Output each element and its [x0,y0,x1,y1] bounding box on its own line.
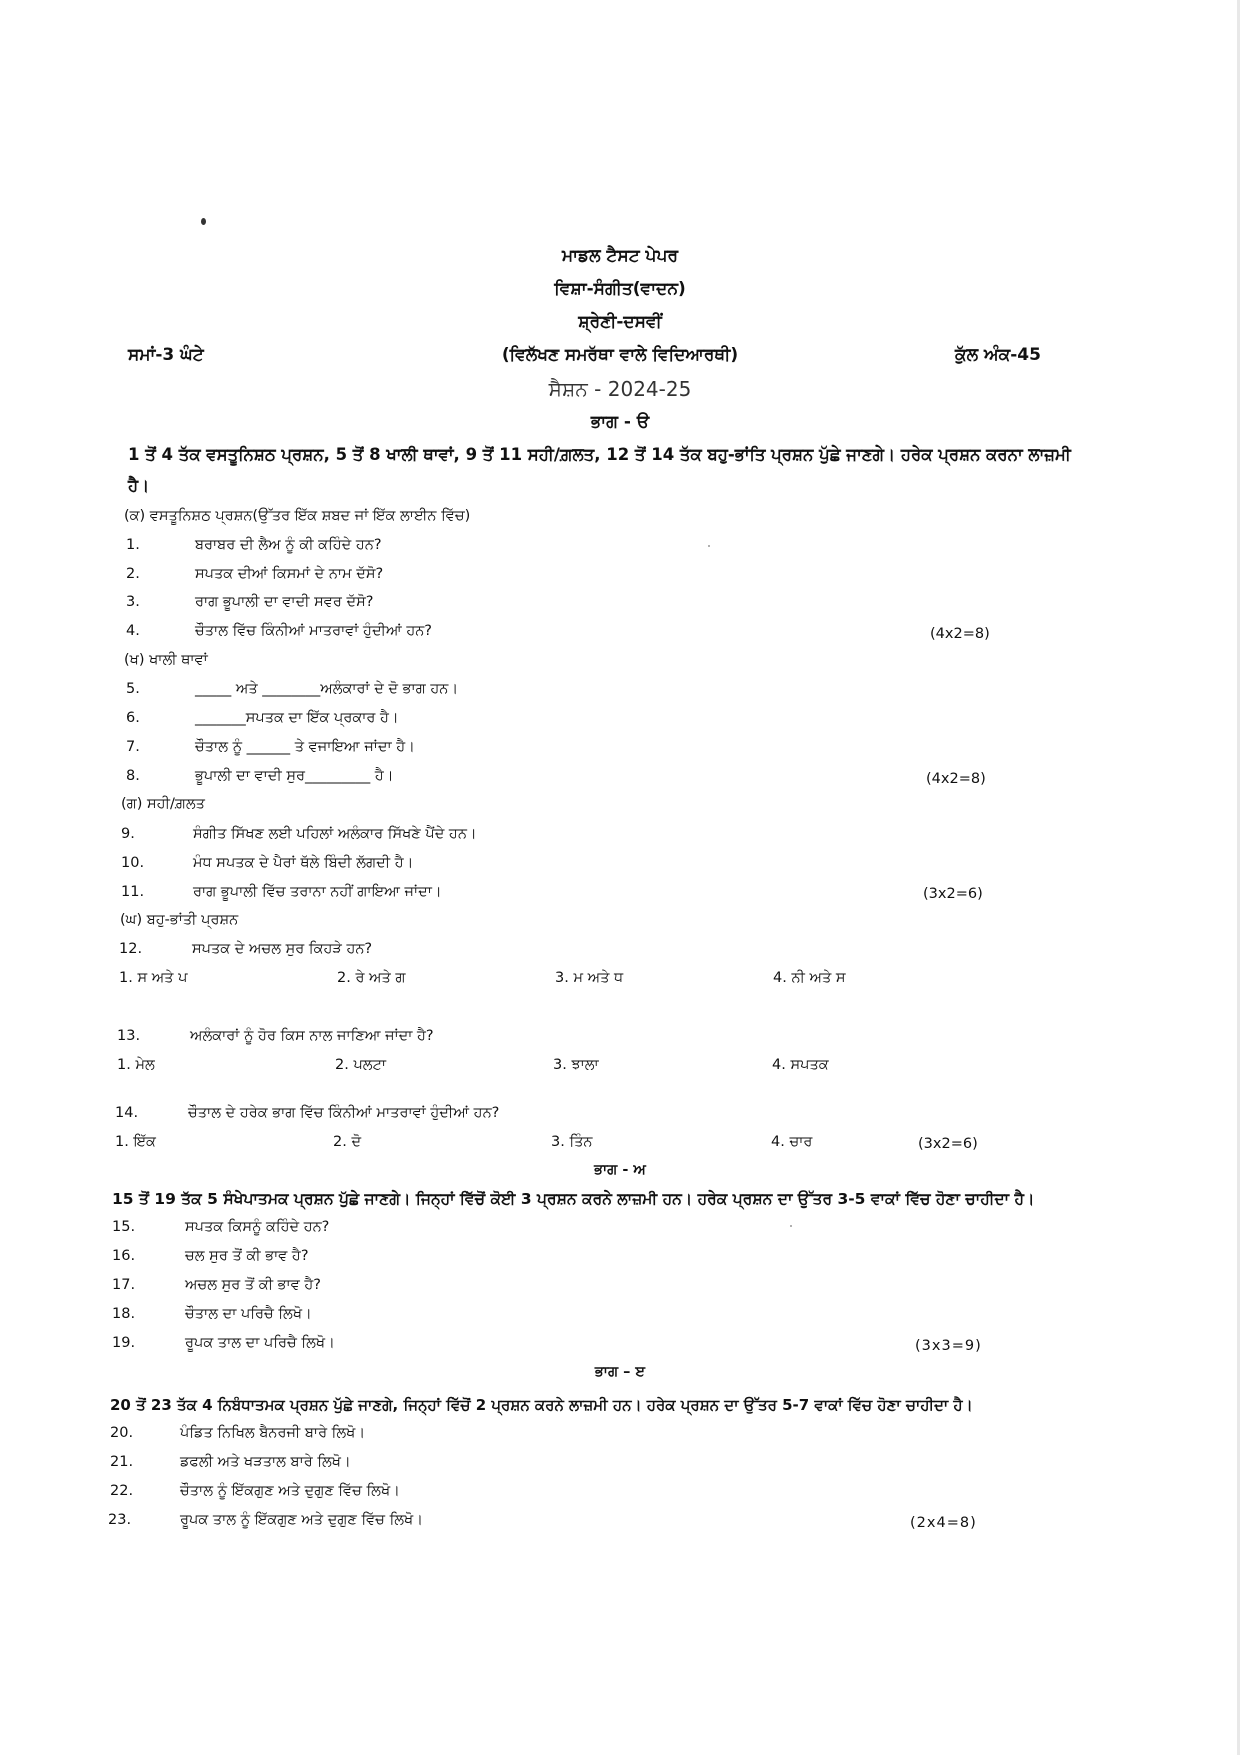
section-gha-heading: (ਘ) ਬਹੁ-ਭਾਂਤੀ ਪ੍ਰਸ਼ਨ [120,912,239,928]
section-ga-heading: (ਗ) ਸਹੀ/ਗ਼ਲਤ [121,796,205,812]
part-c-heading: ਭਾਗ – ੲ [594,1364,646,1380]
q16-number: 16. [112,1248,136,1264]
q14-option-2: 2. ਦੋ [333,1134,362,1150]
q7-text: ਚੌਤਾਲ ਨੂੰ ______ ਤੇ ਵਜਾਇਆ ਜਾਂਦਾ ਹੈ। [195,739,415,755]
q3-text: ਰਾਗ ਭੂਪਾਲੀ ਦਾ ਵਾਦੀ ਸਵਰ ਦੱਸੋ? [195,594,374,610]
part-c-instruction: 20 ਤੋਂ 23 ਤੱਕ 4 ਨਿਬੰਧਾਤਮਕ ਪ੍ਰਸ਼ਨ ਪੁੱਛੇ ਜਾਣਗੇ, ਜਿਨ੍ਹਾਂ ਵਿੱਚੋਂ 2 ਪ੍ਰਸ਼ਨ ਕਰਨੇ ਲਾਜ਼ਮੀ ਹਨ। ਹਰੇਕ ਪ੍ਰਸ਼ਨ ਦਾ ਉੱਤਰ 5-7 ਵਾਕਾਂ ਵਿੱਚ ਹੋਣਾ ਚਾਹੀਦਾ ਹੈ। [110,1396,973,1414]
q10-text: ਮੰਧ ਸਪਤਕ ਦੇ ਪੈਰਾਂ ਥੱਲੇ ਬਿੰਦੀ ਲੱਗਦੀ ਹੈ। [193,855,414,871]
q14-text: ਚੌਤਾਲ ਦੇ ਹਰੇਕ ਭਾਗ ਵਿੱਚ ਕਿੰਨੀਆਂ ਮਾਤਰਾਵਾਂ ਹੁੰਦੀਆਂ ਹਨ? [188,1105,500,1121]
q1-number: 1. [126,537,140,553]
q17-number: 17. [112,1277,136,1293]
paper-subject: ਵਿਸ਼ਾ-ਸੰਗੀਤ(ਵਾਦਨ) [554,279,686,299]
q8-text: ਭੂਪਾਲੀ ਦਾ ਵਾਦੀ ਸੁਰ_________ ਹੈ। [195,768,394,784]
q9-number: 9. [121,826,135,842]
q14-number: 14. [115,1105,139,1121]
q12-option-1: 1. ਸ ਅਤੇ ਪ [119,970,188,986]
q18-text: ਚੌਤਾਲ ਦਾ ਪਰਿਚੈ ਲਿਖੋ। [185,1306,312,1322]
q16-text: ਚਲ ਸੁਰ ਤੋਂ ਕੀ ਭਾਵ ਹੈ? [185,1248,309,1264]
q11-text: ਰਾਗ ਭੂਪਾਲੀ ਵਿੱਚ ਤਰਾਨਾ ਨਹੀਂ ਗਾਇਆ ਜਾਂਦਾ। [193,884,442,900]
q7-number: 7. [126,739,140,755]
q23-text: ਰੂਪਕ ਤਾਲ ਨੂੰ ਇੱਕਗੁਣ ਅਤੇ ਦੁਗੁਣ ਵਿੱਚ ਲਿਖੋ। [180,1512,424,1528]
paper-session: ਸੈਸ਼ਨ - 2024-25 [548,377,692,401]
q22-text: ਚੌਤਾਲ ਨੂੰ ਇੱਕਗੁਣ ਅਤੇ ਦੁਗੁਣ ਵਿੱਚ ਲਿਖੋ। [180,1483,400,1499]
section-ka-heading: (ਕ) ਵਸਤੂਨਿਸ਼ਠ ਪ੍ਰਸ਼ਨ(ਉੱਤਰ ਇੱਕ ਸ਼ਬਦ ਜਾਂ ਇੱਕ ਲਾਈਨ ਵਿੱਚ) [124,508,471,524]
q4-text: ਚੌਤਾਲ ਵਿੱਚ ਕਿੰਨੀਆਂ ਮਾਤਰਾਵਾਂ ਹੁੰਦੀਆਂ ਹਨ? [195,623,433,639]
scan-speck [708,545,710,547]
q21-text: ਡਫਲੀ ਅਤੇ ਖੜਤਾਲ ਬਾਰੇ ਲਿਖੋ। [180,1454,351,1470]
q13-option-3: 3. ਝਾਲਾ [553,1057,599,1073]
part-a-heading: ਭਾਗ - ੳ [590,412,650,432]
part-a-instruction-cont: ਹੈ। [128,476,150,495]
q17-text: ਅਚਲ ਸੁਰ ਤੋਂ ਕੀ ਭਾਵ ਹੈ? [185,1277,321,1293]
paper-title: ਮਾਡਲ ਟੈਸਟ ਪੇਪਰ [561,246,678,266]
scan-ink-dot [201,218,206,225]
section-kha-marks: (4x2=8) [926,771,986,787]
q19-text: ਰੂਪਕ ਤਾਲ ਦਾ ਪਰਿਚੈ ਲਿਖੋ। [185,1335,335,1351]
q14-option-4: 4. ਚਾਰ [771,1134,813,1150]
q15-number: 15. [112,1219,136,1235]
q13-option-2: 2. ਪਲਟਾ [335,1057,387,1073]
q12-option-4: 4. ਨੀ ਅਤੇ ਸ [773,970,846,986]
section-ka-marks: (4x2=8) [930,626,990,642]
part-c-marks: (2x4=8) [910,1515,977,1531]
q14-option-3: 3. ਤਿੰਨ [551,1134,593,1150]
paper-class: ਸ਼੍ਰੇਣੀ-ਦਸਵੀਂ [578,312,662,332]
section-gha-marks: (3x2=6) [918,1136,978,1152]
q1-text: ਬਰਾਬਰ ਦੀ ਲੈਅ ਨੂੰ ਕੀ ਕਹਿੰਦੇ ਹਨ? [195,537,382,553]
q21-number: 21. [110,1454,134,1470]
q15-text: ਸਪਤਕ ਕਿਸਨੂੰ ਕਹਿੰਦੇ ਹਨ? [185,1219,330,1235]
q20-number: 20. [110,1425,134,1441]
part-a-instruction: 1 ਤੋਂ 4 ਤੱਕ ਵਸਤੂਨਿਸ਼ਠ ਪ੍ਰਸ਼ਨ, 5 ਤੋਂ 8 ਖਾਲੀ ਥਾਵਾਂ, 9 ਤੋਂ 11 ਸਹੀ/ਗ਼ਲਤ, 12 ਤੋਂ 14 ਤੱਕ ਬਹੁ-ਭਾਂਤਿ ਪ੍ਰਸ਼ਨ ਪੁੱਛੇ ਜਾਣਗੇ। ਹਰੇਕ ਪ੍ਰਸ਼ਨ ਕਰਨਾ ਲਾਜ਼ਮੀ [128,445,1071,464]
paper-time: ਸਮਾਂ-3 ਘੰਟੇ [128,345,204,365]
q2-number: 2. [126,566,140,582]
q5-number: 5. [126,681,140,697]
q18-number: 18. [112,1306,136,1322]
q22-number: 22. [110,1483,134,1499]
q6-text: _______ਸਪਤਕ ਦਾ ਇੱਕ ਪ੍ਰਕਾਰ ਹੈ। [195,710,399,726]
part-b-instruction: 15 ਤੋਂ 19 ਤੱਕ 5 ਸੰਖੇਪਾਤਮਕ ਪ੍ਰਸ਼ਨ ਪੁੱਛੇ ਜਾਣਗੇ। ਜਿਨ੍ਹਾਂ ਵਿੱਚੋਂ ਕੋਈ 3 ਪ੍ਰਸ਼ਨ ਕਰਨੇ ਲਾਜ਼ਮੀ ਹਨ। ਹਰੇਕ ਪ੍ਰਸ਼ਨ ਦਾ ਉੱਤਰ 3-5 ਵਾਕਾਂ ਵਿੱਚ ਹੋਣਾ ਚਾਹੀਦਾ ਹੈ। [112,1190,1035,1208]
q23-number: 23. [108,1512,132,1528]
q19-number: 19. [112,1335,136,1351]
section-kha-heading: (ਖ) ਖਾਲੀ ਥਾਵਾਂ [124,652,208,668]
q12-option-2: 2. ਰੇ ਅਤੇ ਗ [337,970,406,986]
q12-number: 12. [119,941,143,957]
part-b-heading: ਭਾਗ - ਅ [594,1162,646,1178]
q2-text: ਸਪਤਕ ਦੀਆਂ ਕਿਸਮਾਂ ਦੇ ਨਾਮ ਦੱਸੋ? [195,566,384,582]
q20-text: ਪੰਡਿਤ ਨਿਖਿਲ ਬੈਨਰਜੀ ਬਾਰੇ ਲਿਖੋ। [180,1425,366,1441]
q9-text: ਸੰਗੀਤ ਸਿੱਖਣ ਲਈ ਪਹਿਲਾਂ ਅਲੰਕਾਰ ਸਿੱਖਣੇ ਪੈਂਦੇ ਹਨ। [193,826,477,842]
scan-speck [790,1225,792,1227]
q13-option-4: 4. ਸਪਤਕ [772,1057,829,1073]
q5-text: _____ ਅਤੇ ________ਅਲੰਕਾਰਾਂ ਦੇ ਦੋ ਭਾਗ ਹਨ। [195,681,459,697]
q6-number: 6. [126,710,140,726]
q3-number: 3. [126,594,140,610]
q12-option-3: 3. ਮ ਅਤੇ ਧ [555,970,624,986]
q13-option-1: 1. ਮੇਲ [117,1057,155,1073]
paper-category: (ਵਿਲੱਖਣ ਸਮਰੱਥਾ ਵਾਲੇ ਵਿਦਿਆਰਥੀ) [501,345,739,365]
q4-number: 4. [126,623,140,639]
q14-option-1: 1. ਇੱਕ [115,1134,156,1150]
q11-number: 11. [121,884,145,900]
q13-number: 13. [117,1028,141,1044]
q10-number: 10. [121,855,145,871]
paper-total-marks: ਕੁੱਲ ਅੰਕ-45 [955,345,1041,365]
q8-number: 8. [126,768,140,784]
section-ga-marks: (3x2=6) [923,886,983,902]
q12-text: ਸਪਤਕ ਦੇ ਅਚਲ ਸੁਰ ਕਿਹੜੇ ਹਨ? [192,941,373,957]
part-b-marks: (3x3=9) [915,1338,982,1354]
q13-text: ਅਲੰਕਾਰਾਂ ਨੂੰ ਹੋਰ ਕਿਸ ਨਾਲ ਜਾਣਿਆ ਜਾਂਦਾ ਹੈ? [190,1028,434,1044]
